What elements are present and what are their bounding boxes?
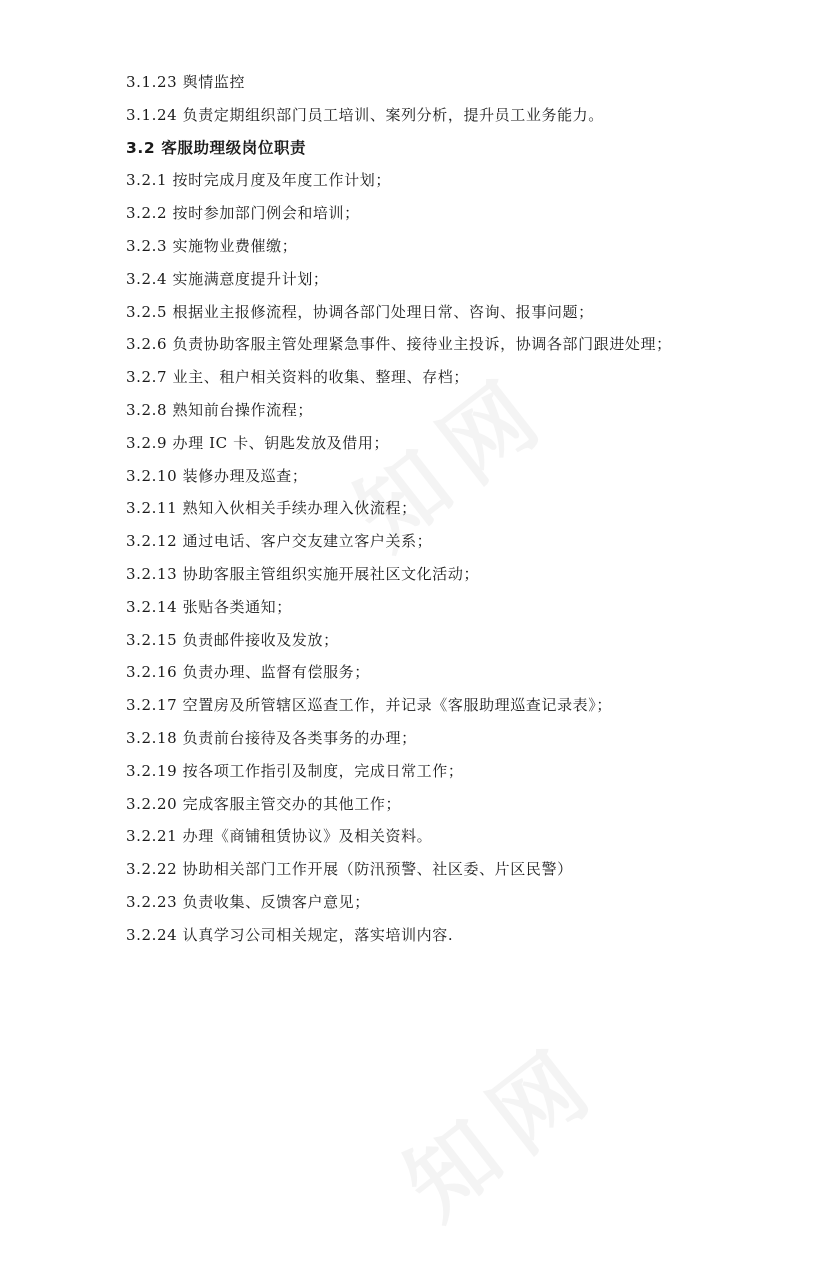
duty-item: 3.2.20 完成客服主管交办的其他工作； bbox=[126, 794, 402, 813]
duty-item: 3.1.23 舆情监控 bbox=[126, 73, 246, 91]
duty-item: 3.2.21 办理《商铺租赁协议》及相关资料。 bbox=[126, 827, 433, 846]
duty-item: 3.2.16 负责办理、监督有偿服务； bbox=[126, 663, 370, 682]
duty-item: 3.2.4 实施满意度提升计划； bbox=[126, 269, 329, 288]
duty-item: 3.2.9 办理 IC 卡、钥匙发放及借用； bbox=[126, 433, 390, 452]
section-heading: 3.2 客服助理级岗位职责 bbox=[126, 138, 307, 157]
duty-item: 3.2.8 熟知前台操作流程； bbox=[126, 400, 313, 419]
document-body bbox=[126, 66, 726, 952]
duty-item: 3.2.3 实施物业费催缴； bbox=[126, 236, 298, 255]
duty-item: 3.2.18 负责前台接待及各类事务的办理； bbox=[126, 728, 417, 747]
duty-item: 3.2.24 认真学习公司相关规定，落实培训内容. bbox=[126, 925, 454, 944]
duty-item: 3.2.15 负责邮件接收及发放； bbox=[126, 630, 339, 649]
duty-item: 3.2.13 协助客服主管组织实施开展社区文化活动； bbox=[126, 564, 480, 583]
duty-item: 3.1.24 负责定期组织部门员工培训、案列分析，提升员工业务能力。 bbox=[126, 105, 604, 124]
duty-item: 3.2.7 业主、租户相关资料的收集、整理、存档； bbox=[126, 368, 469, 387]
duty-item: 3.2.6 负责协助客服主管处理紧急事件、接待业主投诉，协调各部门跟进处理； bbox=[126, 335, 672, 354]
duty-item: 3.2.5 根据业主报修流程，协调各部门处理日常、咨询、报事问题； bbox=[126, 302, 594, 321]
duty-item: 3.2.17 空置房及所管辖区巡查工作，并记录《客服助理巡查记录表》； bbox=[126, 696, 612, 715]
duty-item: 3.2.10 装修办理及巡查； bbox=[126, 466, 308, 485]
duty-item: 3.2.12 通过电话、客户交友建立客户关系； bbox=[126, 532, 433, 551]
duty-item: 3.2.19 按各项工作指引及制度，完成日常工作； bbox=[126, 761, 464, 780]
duty-item: 3.2.23 负责收集、反馈客户意见； bbox=[126, 892, 370, 911]
duty-item: 3.2.1 按时完成月度及年度工作计划； bbox=[126, 171, 391, 190]
duty-item: 3.2.11 熟知入伙相关手续办理入伙流程； bbox=[126, 499, 417, 518]
duty-item: 3.2.22 协助相关部门工作开展（防汛预警、社区委、片区民警） bbox=[126, 860, 573, 879]
duty-item: 3.2.14 张贴各类通知； bbox=[126, 597, 292, 616]
duty-item: 3.2.2 按时参加部门例会和培训； bbox=[126, 204, 360, 223]
